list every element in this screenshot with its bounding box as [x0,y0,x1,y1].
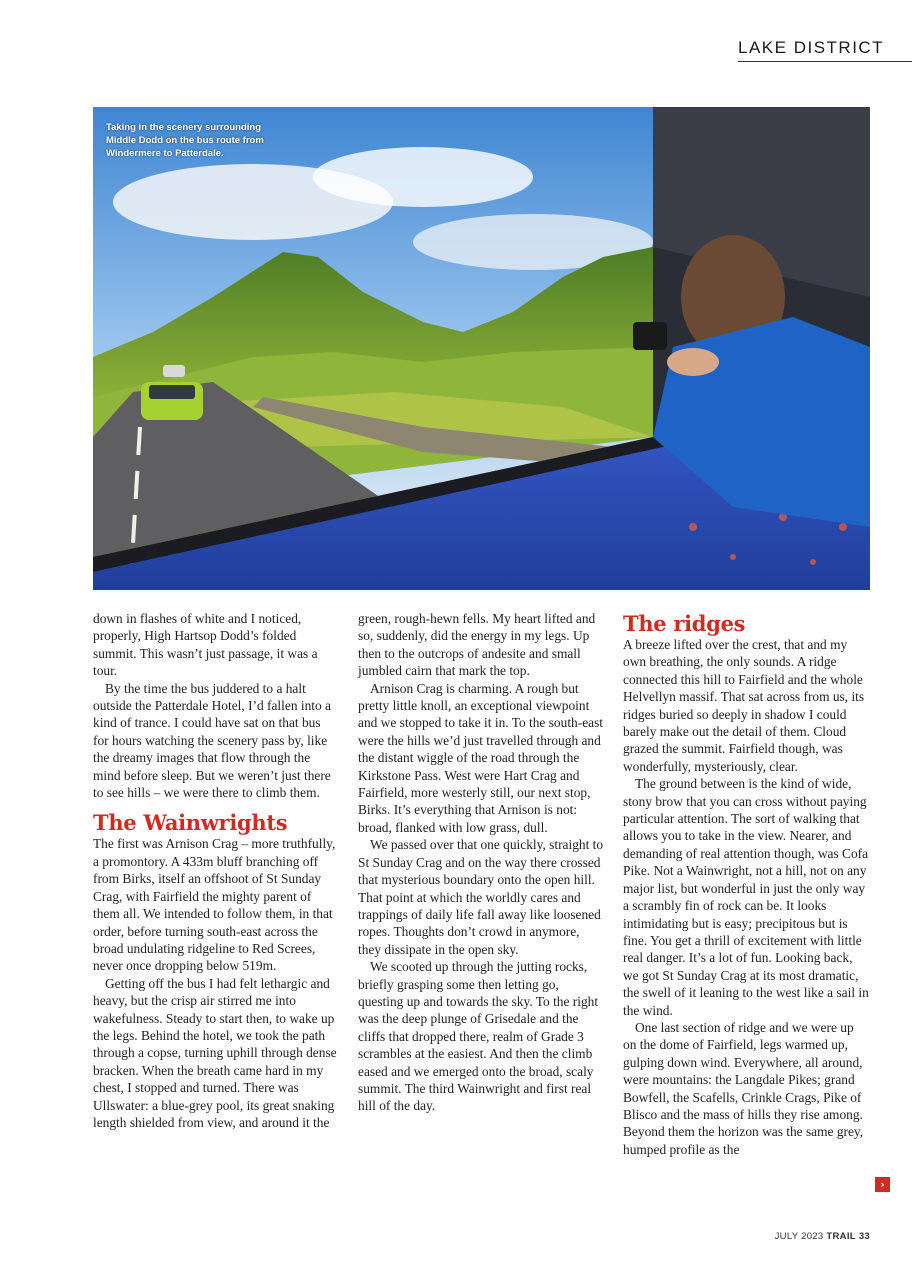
article-column-2 [358,610,604,1115]
section-tag: LAKE DISTRICT [738,38,912,62]
paragraph: We scooted up through the jutting rocks, briefly grasping some then letting go, questing up and towards the sky. To the right was the deep plunge of Grisedale and the cliffs that dropped there, realm of Grade 3 scrambles at the easiest. And then the climb eased and we emerged onto the broad, scaly summit. The third Wainwright and first real hill of the day. [358,959,599,1114]
paragraph: down in flashes of white and I noticed, properly, High Hartsop Dodd’s folded summit. This wasn’t just passage, it was a tour. [93,611,318,679]
paragraph: green, rough-hewn fells. My heart lifted and so, suddenly, did the energy in my legs. Up then to the outcrops of andesite and small jumbled cairn that mark the top. [358,611,596,679]
paragraph: By the time the bus juddered to a halt outside the Patterdale Hotel, I’d fallen into a kind of trance. I could have sat on that bus for hours watching the scenery pass by, like the dreamy images that flow through the mind before sleep. But we weren’t just there to see hills – we were there to climb them. [93,680,331,801]
subheading-wainwrights: The Wainwrights [93,810,288,836]
paragraph: A breeze lifted over the crest, that and my own breathing, the only sounds. A ridge connected this hill to Fairfield and the whole Helvellyn massif. That sat across from us, its ridges buried so deeply in shadow I could barely make out the detail of them. Cloud grazed the summit. Fairfield though, was wonderfully, mysteriously, clear. [623,637,865,774]
magazine-name: TRAIL [826,1231,856,1242]
bus-window-scene [93,107,870,590]
page-number: 33 [858,1231,870,1242]
issue-date: JULY 2023 [774,1231,824,1242]
paragraph: Arnison Crag is charming. A rough but pretty little knoll, an exceptional viewpoint and we stopped to take it in. To the south-east were the hills we’d just travelled through and the distant wiggle of the road through the Kirkstone Pass. West were Hart Crag and Fairfield, more westerly still, our next stop, Birks. It’s everything that Arnison is not: broad, flanked with low grass, dull. [358,680,604,835]
article-column-1 [93,610,339,1131]
paragraph: The ground between is the kind of wide, stony brow that you can cross without paying particular attention. The sort of walking that allows you to take in the view. Nearer, and demanding of real attention though, was Cofa Pike. Not a Wainwright, not a hill, not on any major list, but wonderful in just the only way a scrambly fin of rock can be. It looks intimidating but is easy; precipitous but is fine. You get a thrill of excitement with little real danger. It’s a lot of fun. Looking back, we got St Sunday Crag at its most dramatic, the swell of it leaning to the west like a sail in the wind. [623,776,869,1018]
photo-caption: Taking in the scenery surrounding Middle Dodd on the bus route from Windermere to Patterdale. [106,122,264,159]
subheading-ridges: The ridges [623,611,746,636]
page-footer [760,1231,870,1242]
paragraph: We passed over that one quickly, straight to St Sunday Crag and on the way there crossed that mysterious boundary onto the open hill. That point at which the worldly cares and trappings of daily life fall away like loosened ropes. Thoughts don’t crowd in anymore, they dissipate in the open sky. [358,837,604,957]
paragraph: One last section of ridge and we were up on the dome of Fairfield, legs warmed up, gulping down wind. Everywhere, all around, were mountains: the Langdale Pikes; grand Bowfell, the Scafells, Crinkle Crags, Pike of Blisco and the mass of hills they rise among. Beyond them the horizon was the same grey, humped profile as the [623,1019,864,1157]
chevron-right-icon: › [875,1177,890,1192]
article-column-3 [623,612,869,1158]
paragraph: Getting off the bus I had felt lethargic and heavy, but the crisp air stirred me into wakefulness. Steady to start then, to wake up the legs. Behind the hotel, we took the path through a copse, turning uphill through dense bracken. When the breath came hard in my chest, I stopped and turned. There was Ullswater: a blue-grey pool, its great snaking length shielded from view, and around it the [93,975,337,1130]
paragraph: The first was Arnison Crag – more truthfully, a promontory. A 433m bluff branching off from Birks, itself an offshoot of St Sunday Crag, with Fairfield the mighty parent of them all. We intended to follow them, in that order, before turning south-east across the broad undulating ridgeline to Red Screes, never once dropping below 519m. [93,836,336,974]
feature-photo [93,107,870,590]
